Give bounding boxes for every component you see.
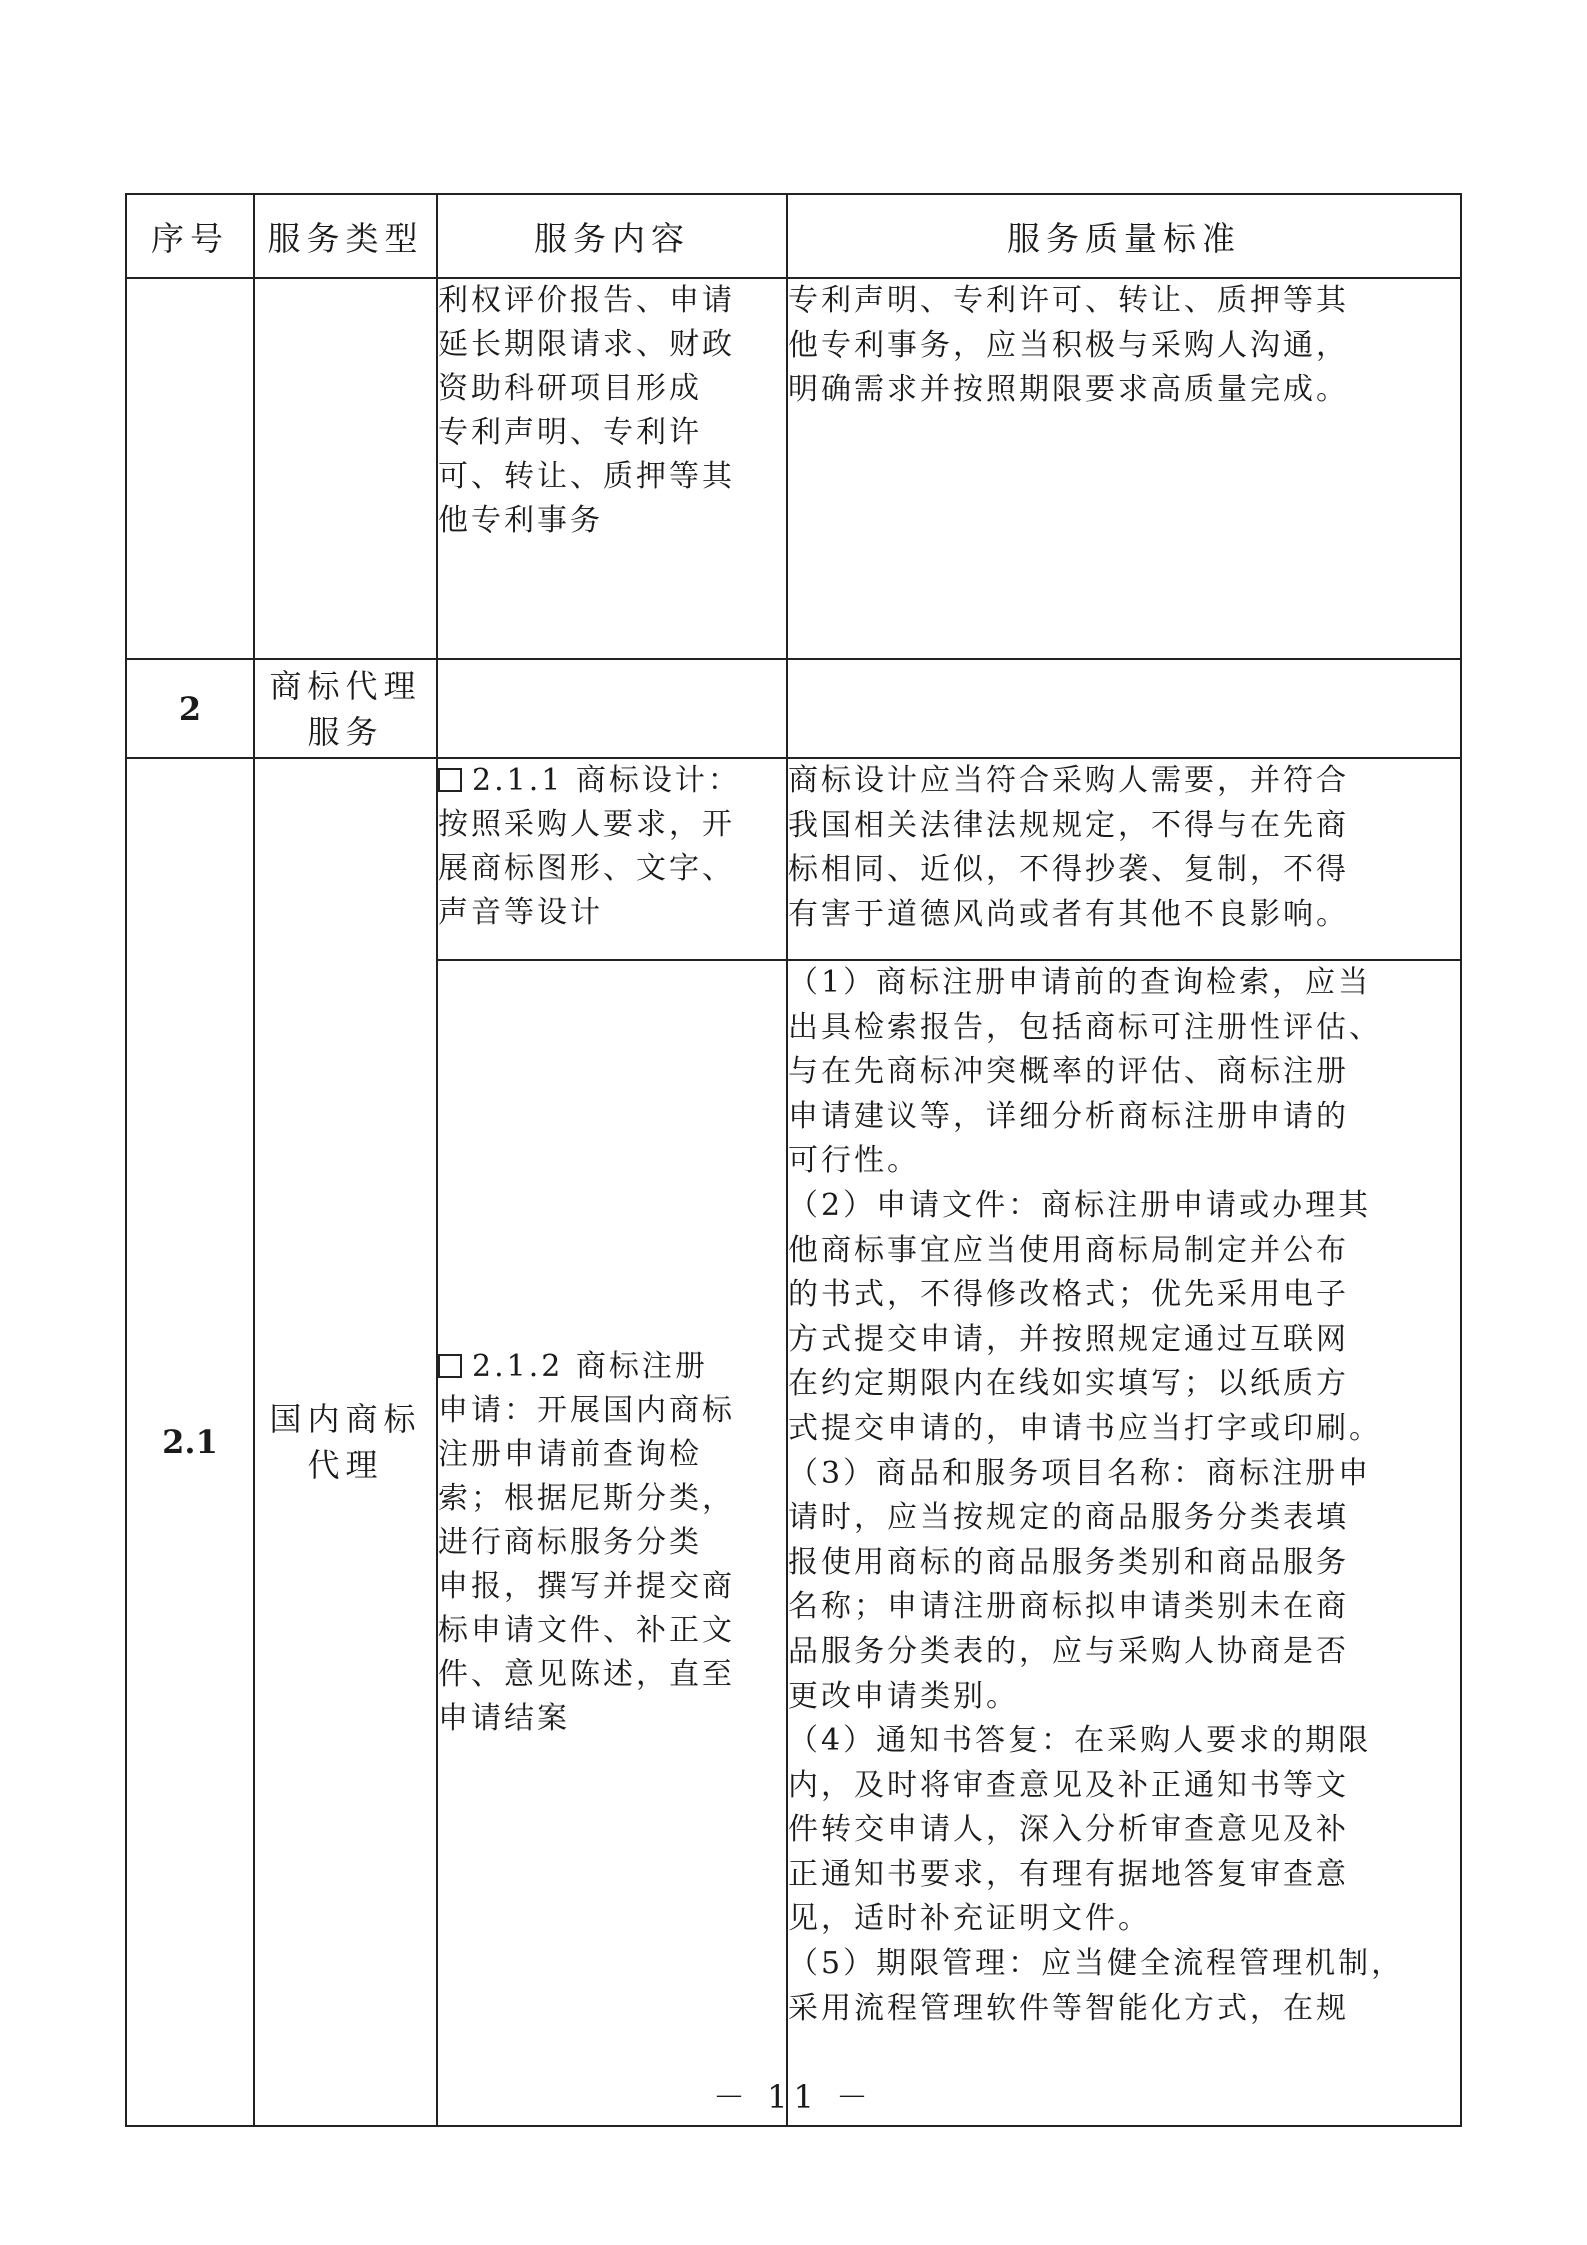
quality-line: （2）申请文件：商标注册申请或办理其 <box>788 1187 1372 1223</box>
table-row-2 <box>126 659 1461 758</box>
service-type-line: 代理 <box>307 1446 384 1484</box>
table-row-2-1-item1 <box>126 758 1461 960</box>
cell-content-2-1-2 <box>437 960 787 2126</box>
content-line: 专利声明、专利许 <box>438 415 702 450</box>
content-line: 他专利事务 <box>438 503 603 538</box>
cell-content-continued <box>437 278 787 659</box>
service-type-line: 国内商标 <box>269 1400 422 1438</box>
quality-line: 采用流程管理软件等智能化方式，在规 <box>788 1990 1349 2026</box>
content-line: 可、转让、质押等其 <box>438 459 735 494</box>
header-service-type: 服务类型 <box>254 194 437 278</box>
quality-line: 件转交申请人，深入分析审查意见及补 <box>788 1812 1349 1848</box>
row-number: 2 <box>126 659 254 758</box>
quality-line: 更改申请类别。 <box>788 1678 1019 1714</box>
content-line: 索；根据尼斯分类， <box>438 1481 735 1516</box>
header-service-content: 服务内容 <box>437 194 787 278</box>
cell-quality-empty <box>787 659 1461 758</box>
content-line: 声音等设计 <box>438 895 603 930</box>
quality-line: 品服务分类表的，应与采购人协商是否 <box>788 1633 1349 1669</box>
quality-line: 明确需求并按照期限要求高质量完成。 <box>788 372 1349 408</box>
quality-line: 方式提交申请，并按照规定通过互联网 <box>788 1321 1349 1357</box>
quality-line: 的书式，不得修改格式；优先采用电子 <box>788 1277 1349 1313</box>
service-type-line: 商标代理 <box>269 666 422 705</box>
content-line: 利权评价报告、申请 <box>438 283 735 318</box>
header-number: 序号 <box>126 194 254 278</box>
cell-quality-2-1-2 <box>787 960 1461 2126</box>
quality-line: （3）商品和服务项目名称：商标注册申 <box>788 1455 1372 1491</box>
row-service-type <box>254 758 437 2126</box>
quality-line: 与在先商标冲突概率的评估、商标注册 <box>788 1054 1349 1090</box>
content-line: 注册申请前查询检 <box>438 1437 702 1472</box>
table-row-continued <box>126 278 1461 659</box>
content-line: 进行商标服务分类 <box>438 1525 702 1560</box>
content-line: 展商标图形、文字、 <box>438 851 735 886</box>
quality-line: （1）商标注册申请前的查询检索，应当 <box>788 965 1372 1000</box>
page-number: － 11 － <box>712 2078 875 2116</box>
quality-line: 商标设计应当符合采购人需要，并符合 <box>788 763 1349 798</box>
content-line: 件、意见陈述，直至 <box>438 1657 735 1692</box>
service-standards-table <box>125 193 1462 2127</box>
quality-line: 名称；申请注册商标拟申请类别未在商 <box>788 1589 1349 1625</box>
quality-line: 出具检索报告，包括商标可注册性评估、 <box>788 1009 1382 1045</box>
cell-content-empty <box>437 659 787 758</box>
cell-type-empty <box>254 278 437 659</box>
checkbox-icon[interactable] <box>438 1354 462 1378</box>
content-line: 按照采购人要求，开 <box>438 807 735 842</box>
content-line: 申请：开展国内商标 <box>438 1393 735 1428</box>
quality-line: 有害于道德风尚或者有其他不良影响。 <box>788 896 1349 932</box>
quality-line: 见，适时补充证明文件。 <box>788 1901 1151 1937</box>
quality-line: 请时，应当按规定的商品服务分类表填 <box>788 1500 1349 1536</box>
quality-line: 他商标事宜应当使用商标局制定并公布 <box>788 1232 1349 1268</box>
quality-line: 他专利事务，应当积极与采购人沟通， <box>788 327 1349 363</box>
cell-quality-continued <box>787 278 1461 659</box>
quality-line: 申请建议等，详细分析商标注册申请的 <box>788 1098 1349 1134</box>
cell-content-2-1-1 <box>437 758 787 960</box>
row-service-type <box>254 659 437 758</box>
content-line: 2.1.2 商标注册 <box>472 1349 708 1384</box>
quality-line: （5）期限管理：应当健全流程管理机制， <box>788 1946 1405 1982</box>
table-header-row <box>126 194 1461 278</box>
content-line: 资助科研项目形成 <box>438 371 702 406</box>
content-line: 申请结案 <box>438 1701 570 1736</box>
content-line: 标申请文件、补正文 <box>438 1613 735 1648</box>
quality-line: 可行性。 <box>788 1143 920 1179</box>
quality-line: 内，及时将审查意见及补正通知书等文 <box>788 1767 1349 1803</box>
quality-line: 我国相关法律法规规定，不得与在先商 <box>788 807 1349 843</box>
quality-line: 正通知书要求，有理有据地答复审查意 <box>788 1856 1349 1892</box>
content-line: 2.1.1 商标设计： <box>472 763 741 798</box>
checkbox-icon[interactable] <box>438 768 462 792</box>
row-number: 2.1 <box>126 758 254 2126</box>
header-quality-standard: 服务质量标准 <box>787 194 1461 278</box>
quality-line: 报使用商标的商品服务类别和商品服务 <box>788 1544 1349 1580</box>
quality-line: （4）通知书答复：在采购人要求的期限 <box>788 1723 1372 1759</box>
cell-number-empty <box>126 278 254 659</box>
content-line: 延长期限请求、财政 <box>438 327 735 362</box>
service-type-line: 服务 <box>307 712 384 751</box>
content-line: 申报，撰写并提交商 <box>438 1569 735 1604</box>
quality-line: 在约定期限内在线如实填写；以纸质方 <box>788 1366 1349 1402</box>
quality-line: 标相同、近似，不得抄袭、复制，不得 <box>788 852 1349 888</box>
cell-quality-2-1-1 <box>787 758 1461 960</box>
quality-line: 式提交申请的，申请书应当打字或印刷。 <box>788 1410 1382 1446</box>
quality-line: 专利声明、专利许可、转让、质押等其 <box>788 283 1349 318</box>
